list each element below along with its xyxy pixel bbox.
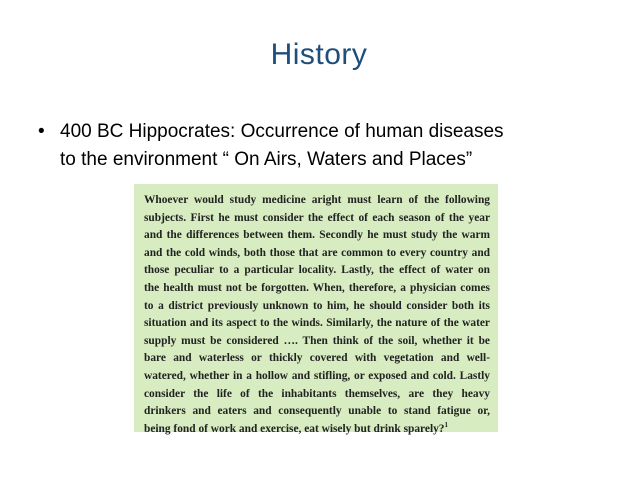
quote-line-1: Whoever would study medicine aright must learn of the following bbox=[144, 194, 490, 206]
quote-line-2: subjects. First he must consider the effect of each season of the year bbox=[144, 211, 490, 224]
bullet-item bbox=[38, 118, 618, 174]
quote-line-3: and the differences between them. Secondly he must study the warm bbox=[144, 229, 490, 242]
hippocrates-quote-image bbox=[134, 184, 498, 435]
bullet-line-1: 400 BC Hippocrates: Occurrence of human diseases bbox=[60, 121, 504, 142]
quote-line-14-text: being fond of work and exercise, eat wisely but drink sparely? bbox=[144, 422, 445, 435]
footnote-reference: 1 bbox=[444, 420, 448, 429]
quote-line-13: drinkers and eaters and consequently unable to stand fatigue or, bbox=[144, 405, 490, 418]
quote-line-12: consider the life of the inhabitants themselves, are they heavy bbox=[144, 387, 490, 400]
bullet-line-2: to the environment “ On Airs, Waters and Places” bbox=[60, 149, 473, 170]
quote-line-10: bare and waterless or thickly covered with vegetation and well- bbox=[144, 352, 490, 365]
quote-line-7: to a district previously unknown to him, he should consider both its bbox=[144, 299, 490, 312]
bullet-symbol: • bbox=[38, 121, 45, 142]
quote-line-6: the health must not be forgotten. When, therefore, a physician comes bbox=[144, 281, 490, 294]
slide-title: History bbox=[270, 38, 368, 71]
quote-line-14 bbox=[144, 421, 490, 439]
quote-line-5: those peculiar to a particular locality. Lastly, the effect of water on bbox=[144, 264, 490, 277]
quote-line-4: and the cold winds, both those that are common to every country and bbox=[144, 246, 490, 259]
quote-line-11: watered, whether in a hollow and stifling, or exposed and cold. Lastly bbox=[144, 369, 490, 382]
quote-line-8: situation and its aspect to the winds. Similarly, the nature of the water bbox=[144, 317, 490, 330]
bullet-text bbox=[60, 118, 504, 174]
quote-line-9: supply must be considered …. Then think of the soil, whether it be bbox=[144, 334, 490, 347]
